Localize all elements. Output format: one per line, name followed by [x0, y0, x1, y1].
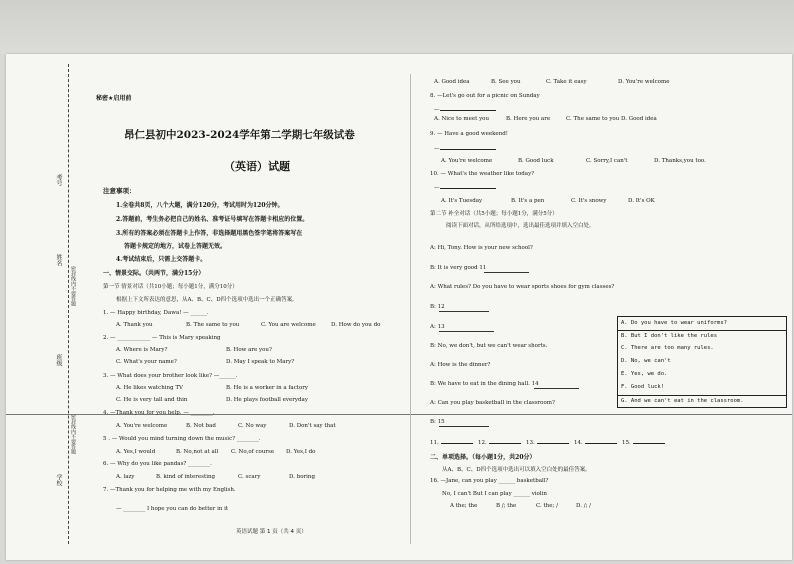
question-16: 16. —Jane, can you play ______ basketball?	[430, 478, 549, 484]
name-label: 姓名	[55, 254, 62, 266]
answer-13	[526, 438, 569, 446]
options-box	[617, 316, 787, 408]
question-2: 2. — ____________ — This is Mary speaking	[103, 335, 221, 341]
blank-14	[534, 388, 579, 389]
answer-11	[430, 438, 473, 446]
q8-option-a: A. Nice to meet you	[434, 116, 490, 122]
question-5: 5 . — Would you mind turning down the music? ________.	[103, 436, 261, 442]
answer-12	[478, 438, 521, 446]
secret-label: 秘密★启用前	[96, 95, 132, 102]
q8-option-b: B. Here you are	[506, 116, 551, 122]
answer-14-label: 14.	[574, 440, 583, 446]
dialogue-line-8: B: We have to eat in the dining hall. 14	[430, 381, 539, 387]
question-4: 4. —Thank you for you help. — ________.	[103, 410, 215, 416]
seal-notice-1: 密封线内不要答题	[70, 266, 76, 306]
question-1: 1. — Happy birthday, Dawa! — ______.	[103, 310, 209, 316]
answer-15-label: 15.	[622, 440, 631, 446]
q10-option-a: A. It's Tuesday	[441, 198, 483, 204]
q6-option-c: C. scary	[238, 474, 261, 480]
q6-option-a: A. lazy	[116, 474, 135, 480]
question-9: 9. — Have a good weekend!	[430, 131, 508, 137]
q1-option-c: C. You are welcome	[261, 322, 316, 328]
answer-15	[622, 438, 665, 446]
q3-option-d: D. He plays football everyday	[226, 397, 308, 403]
q9-option-a: A. You're welcome	[441, 158, 493, 164]
blank-15	[439, 426, 489, 427]
dialogue-line-3: A: What rules? Do you have to wear sports shoes for gym classes?	[430, 284, 615, 290]
q10-option-d: D. It's OK	[628, 198, 655, 204]
q16-option-c: C. the; /	[536, 503, 558, 509]
dialogue-line-2: B: It is very good 11	[430, 265, 487, 271]
q2-option-d: D. May I speak to Mary?	[226, 359, 295, 365]
blank-line	[440, 144, 496, 150]
exam-subtitle: （英语）试题	[224, 160, 290, 173]
option-box-f: F. Good luck!	[621, 384, 665, 390]
question-10: 10. — What's the weather like today?	[430, 171, 535, 177]
exam-sheet	[6, 54, 792, 560]
q1-option-b: B. The same to you	[186, 322, 240, 328]
blank-11	[484, 272, 529, 273]
question-3: 3. — What does your brother look like? —______.	[103, 373, 238, 379]
option-divider	[618, 395, 786, 396]
dialogue-line-4: B: 12	[430, 304, 445, 310]
exam-no-label: 考号	[55, 174, 62, 186]
q10-dash: —	[434, 185, 440, 191]
center-fold	[410, 74, 411, 544]
q2-option-b: B. How are you?	[226, 347, 272, 353]
school-label: 学校	[55, 474, 62, 486]
dialogue-line-9: A: Can you play basketball in the classroom?	[430, 400, 555, 406]
answer-12-label: 12.	[478, 440, 487, 446]
q9-option-b: B. Good luck	[518, 158, 554, 164]
q9-option-c: C. Sorry,I can't	[586, 158, 628, 164]
blank-line	[489, 438, 521, 444]
dialogue-line-7: A: How is the dinner?	[430, 362, 491, 368]
blank-line	[585, 438, 617, 444]
blank-13	[439, 331, 494, 332]
option-box-b: B. But I don't like the rules	[621, 333, 718, 339]
scan-background	[0, 0, 794, 54]
page-footer: 英语试题 第 1 页（共 4 页）	[236, 529, 307, 535]
question-8: 8. —Let's go out for a picnic on Sunday	[430, 93, 540, 99]
q6-option-d: D. boring	[289, 474, 315, 480]
q10-answer-blank	[434, 183, 496, 191]
class-label: 班级	[55, 354, 62, 366]
option-box-a: A. Do you have to wear uniforms?	[621, 320, 727, 326]
part2-instruction: 从A、B、C、D四个选项中选出可以填入空白处的最佳答案。	[442, 467, 591, 473]
q5-option-a: A. Yes,I would	[116, 449, 156, 455]
q16-option-d: D. /; /	[576, 503, 592, 509]
q9-dash: —	[434, 146, 440, 152]
section1-heading: 第一节 情景对话（共10小题；每小题1分，满分10分）	[103, 284, 238, 290]
option-box-d: D. No, we can't	[621, 358, 671, 364]
blank-line	[537, 438, 569, 444]
notice-item-4: 4.考试结束后，只需上交答题卡。	[116, 256, 207, 263]
q7-option-d: D. You're welcome	[618, 79, 670, 85]
q4-option-a: A. You're welcome	[116, 423, 168, 429]
blank-line	[440, 105, 496, 111]
exam-title: 昂仁县初中2023-2024学年第二学期七年级试卷	[124, 129, 355, 141]
q4-option-c: C. No way	[238, 423, 267, 429]
question-16-line2: No, I can't But I can play ______ violin	[442, 491, 547, 497]
dialogue-line-6: B: No, we don't, but we can't wear shorts.	[430, 343, 548, 349]
q16-option-a: A the; the	[450, 503, 478, 509]
option-box-e: E. Yes, we do.	[621, 371, 668, 377]
question-7: 7. —Thank you for helping me with my English.	[103, 487, 236, 493]
q2-option-c: C. What's your name?	[116, 359, 177, 365]
q7-option-a: A. Good idea	[434, 79, 470, 85]
section2-heading: 第二节 补全对话（共5小题；每小题1分，满分5分）	[430, 211, 558, 217]
answer-13-label: 13.	[526, 440, 535, 446]
notice-item-2: 2.答题前，考生务必把自己的姓名、准考证号填写在答题卡相应的位置。	[116, 216, 309, 223]
q9-option-d: D. Thanks,you too.	[654, 158, 706, 164]
q7-option-b: B. See you	[491, 79, 521, 85]
q6-option-b: B. kind of interesting	[156, 474, 216, 480]
notice-item-1: 1.全卷共8页，八个大题，满分120分，考试用时为120分钟。	[116, 202, 284, 209]
q5-option-d: D. Yes,I do	[286, 449, 316, 455]
dialogue-line-1: A: Hi, Tony. How is your new school?	[430, 245, 533, 251]
q3-option-b: B. He is a worker in a factory	[226, 385, 309, 391]
dialogue-line-10: B: 15	[430, 419, 445, 425]
section1-instruction: 根据上下文所表达的意思，从A、B、C、D四个选项中选出一个正确答案。	[116, 297, 298, 303]
q9-answer-blank	[434, 144, 496, 152]
part2-heading: 二、单项选择。（每小题1分，共20分）	[430, 454, 536, 461]
blank-line	[441, 438, 473, 444]
option-box-c: C. There are too many rules.	[621, 345, 714, 351]
part1-heading: 一、情景交际。（共两节，满分15分）	[103, 270, 205, 277]
seal-dashed-line	[68, 64, 69, 544]
q4-option-d: D. Don't say that	[289, 423, 336, 429]
seal-notice-2: 密封线内不要答题	[70, 414, 76, 454]
notice-item-3b: 答题卡规定的地方，试卷上答题无效。	[124, 243, 227, 250]
notice-heading: 注意事项：	[103, 187, 136, 195]
q3-option-c: C. He is very tall and thin	[116, 397, 188, 403]
answer-14	[574, 438, 617, 446]
dialogue-line-5: A: 13	[430, 324, 445, 330]
q1-option-d: D. How do you do	[331, 322, 381, 328]
q8-option-d: D. Good idea	[621, 116, 657, 122]
q8-dash: —	[434, 107, 440, 113]
q1-option-a: A. Thank you	[116, 322, 153, 328]
blank-12	[439, 311, 489, 312]
question-6: 6. — Why do you like pandas? ________.	[103, 461, 212, 467]
q8-answer-blank	[434, 105, 496, 113]
answer-11-label: 11.	[430, 440, 439, 446]
q7-option-c: C. Take it easy	[546, 79, 587, 85]
q4-option-b: B. Not bad	[186, 423, 216, 429]
q7-reply: — ________ I hope you can do better in it	[116, 506, 229, 512]
q5-option-b: B. No,not at all	[176, 449, 219, 455]
section2-instruction: 阅读下面对话，从所给选项中，选出最佳选项并填入空白处。	[446, 223, 595, 229]
q16-option-b: B /; the	[496, 503, 517, 509]
blank-line	[633, 438, 665, 444]
notice-item-3: 3.所有的答案必须在答题卡上作答，非选择题用黑色签字笔将答案写在	[116, 230, 303, 237]
q3-option-a: A. He likes watching TV	[116, 385, 183, 391]
q8-option-c: C. The same to you	[566, 116, 620, 122]
option-box-g: G. And we can't eat in the classroom.	[621, 398, 744, 404]
q2-option-a: A. Where is Mary?	[116, 347, 168, 353]
q10-option-b: B. It's a pen	[511, 198, 545, 204]
option-divider	[618, 330, 786, 331]
blank-line	[440, 183, 496, 189]
q10-option-c: C. It's snowy	[571, 198, 607, 204]
q5-option-c: C. No,of course	[231, 449, 275, 455]
